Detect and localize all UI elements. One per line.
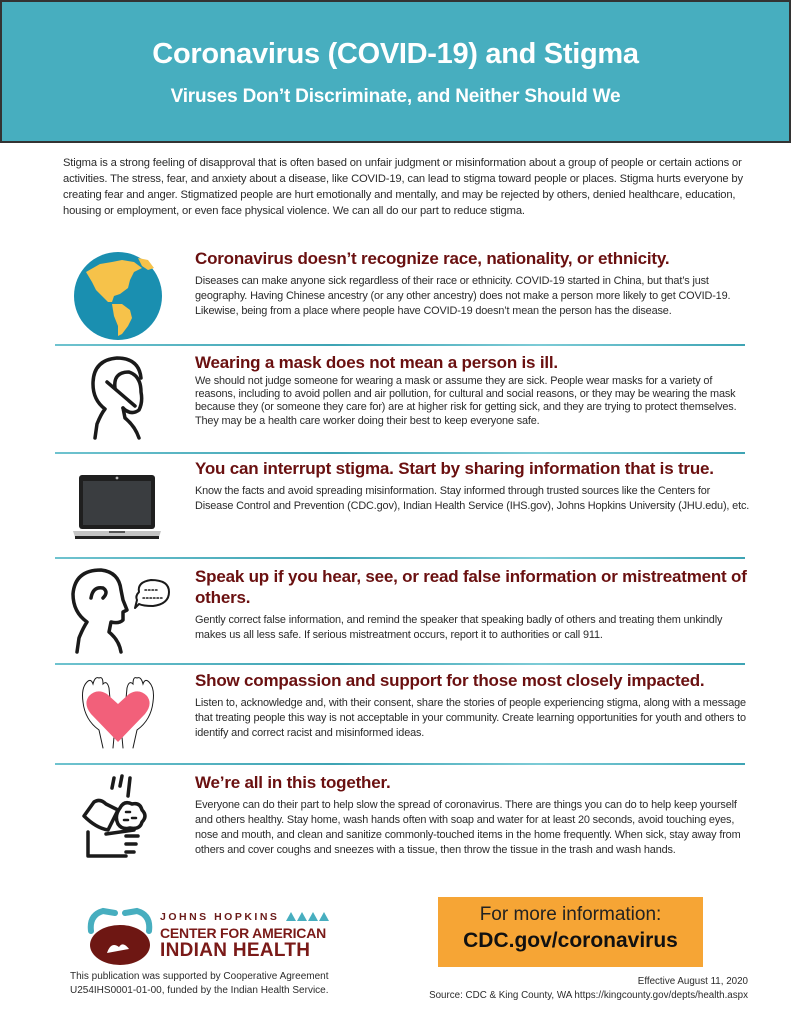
effective-source — [429, 975, 748, 1003]
section-text: Gently correct false information, and remind the speaker that speaking badly of others and treating them unkindly makes us all less safe. If serious mistreatment occurs, report it to authorities or call 911. — [195, 614, 723, 641]
section-title: Wearing a mask does not mean a person is ill. — [195, 353, 558, 372]
section-text: Diseases can make anyone sick regardless of their race or ethnicity. COVID-19 started in China, but that’s just geography. Having Chinese ancestry (or any other ancestry) does not make a person more likely to get COVID-19. Likewise, being from a place where people have COVID-19 doesn’t mean the person has the disease. — [195, 275, 731, 317]
section-interrupt — [55, 458, 750, 548]
logo-line2: CENTER FOR AMERICAN — [160, 925, 327, 941]
logo-line3: INDIAN HEALTH — [160, 940, 311, 961]
section-race — [55, 248, 745, 340]
section-compassion — [55, 670, 745, 758]
speaking-person-icon — [55, 566, 180, 654]
source-line: Source: CDC & King County, WA https://kingcounty.gov/depts/health.aspx — [429, 990, 748, 1001]
section-body — [195, 772, 750, 858]
section-mask — [55, 352, 745, 444]
hands-heart-icon — [55, 670, 180, 750]
logo-emblem-icon — [85, 905, 155, 965]
section-text: Listen to, acknowledge and, with their consent, share the stories of people experiencing stigma, along with a message that treating people this way is not acceptable in your community. Create learning opportunities for youth and others to identify and correct racist and misinformed ideas. — [195, 697, 746, 739]
page-subtitle: Viruses Don’t Discriminate, and Neither Should We — [170, 86, 621, 107]
page-title: Coronavirus (COVID-19) and Stigma — [152, 38, 639, 70]
section-body — [195, 566, 750, 643]
jhu-cair-logo — [85, 905, 345, 965]
section-title: Show compassion and support for those most closely impacted. — [195, 671, 705, 690]
divider — [55, 452, 745, 454]
laptop-icon — [55, 473, 180, 539]
section-text: Know the facts and avoid spreading misinformation. Stay informed through trusted sources like the Centers for Disease Control and Prevention (CDC.gov), Indian Health Service (IHS.gov), Johns Hopkins University (JHU.edu), etc. — [195, 485, 750, 512]
publication-note — [70, 970, 329, 998]
publication-note-line2: U254IHS0001-01-00, funded by the Indian Health Service. — [70, 985, 329, 996]
handwashing-icon — [55, 774, 180, 860]
globe-icon — [55, 250, 180, 342]
effective-date: Effective August 11, 2020 — [637, 976, 748, 987]
cdc-link[interactable]: CDC.gov/coronavirus — [463, 929, 678, 952]
masked-person-icon — [55, 354, 180, 442]
section-text: We should not judge someone for wearing a mask or assume they are sick. People wear masks for a variety of reasons, including to avoid pollen and air pollution, for cultural and social reasons, or they may be wearing the mask because they (or someone they care for) are at higher risk for getting sick, and they are trying to protect themselves. They may be a health care worker doing their best to keep everyone safe. — [195, 375, 737, 427]
section-title: Coronavirus doesn’t recognize race, nationality, or ethnicity. — [195, 249, 670, 268]
section-body — [195, 352, 750, 428]
intro-paragraph: Stigma is a strong feeling of disapproval that is often based on unfair judgment or misinformation about a group of people or certain actions or activities. The stress, fear, and anxiety about a disease, like COVID-19, can lead to stigma toward people or places. Stigma hurts everyone by creating fear and anger. Stigmatized people are hurt emotionally and mentally, and may be rejected by others, denied healthcare, education, housing or employment, or even face physical violence. We can all do our part to reduce stigma. — [63, 157, 743, 217]
divider — [55, 557, 745, 559]
section-title: We’re all in this together. — [195, 773, 391, 792]
section-body — [195, 670, 750, 741]
section-text: Everyone can do their part to help slow the spread of coronavirus. There are things you can do to help keep yourself and others healthy. Stay home, wash hands often with soap and water for at least 20 seconds, avoid touching eyes, nose and mouth, and clean and sanitize commonly-touched items in the home frequently. When sick, stay away from others and cover coughs and sneezes with a tissue, then throw the tissue in the trash and wash hands. — [195, 799, 741, 856]
header-banner — [0, 0, 791, 143]
divider — [55, 344, 745, 346]
section-title: Speak up if you hear, see, or read false information or mistreatment of others. — [195, 567, 747, 607]
logo-line1: JOHNS HOPKINS — [160, 911, 329, 923]
section-together — [55, 772, 745, 882]
section-speak-up — [55, 566, 745, 656]
divider — [55, 663, 745, 665]
section-title: You can interrupt stigma. Start by sharing information that is true. — [195, 459, 714, 478]
publication-note-line1: This publication was supported by Cooperative Agreement — [70, 971, 329, 982]
divider — [55, 763, 745, 765]
more-info-box — [438, 897, 703, 967]
more-info-label: For more information: — [479, 904, 662, 925]
section-body — [195, 248, 750, 319]
section-body — [195, 458, 750, 514]
